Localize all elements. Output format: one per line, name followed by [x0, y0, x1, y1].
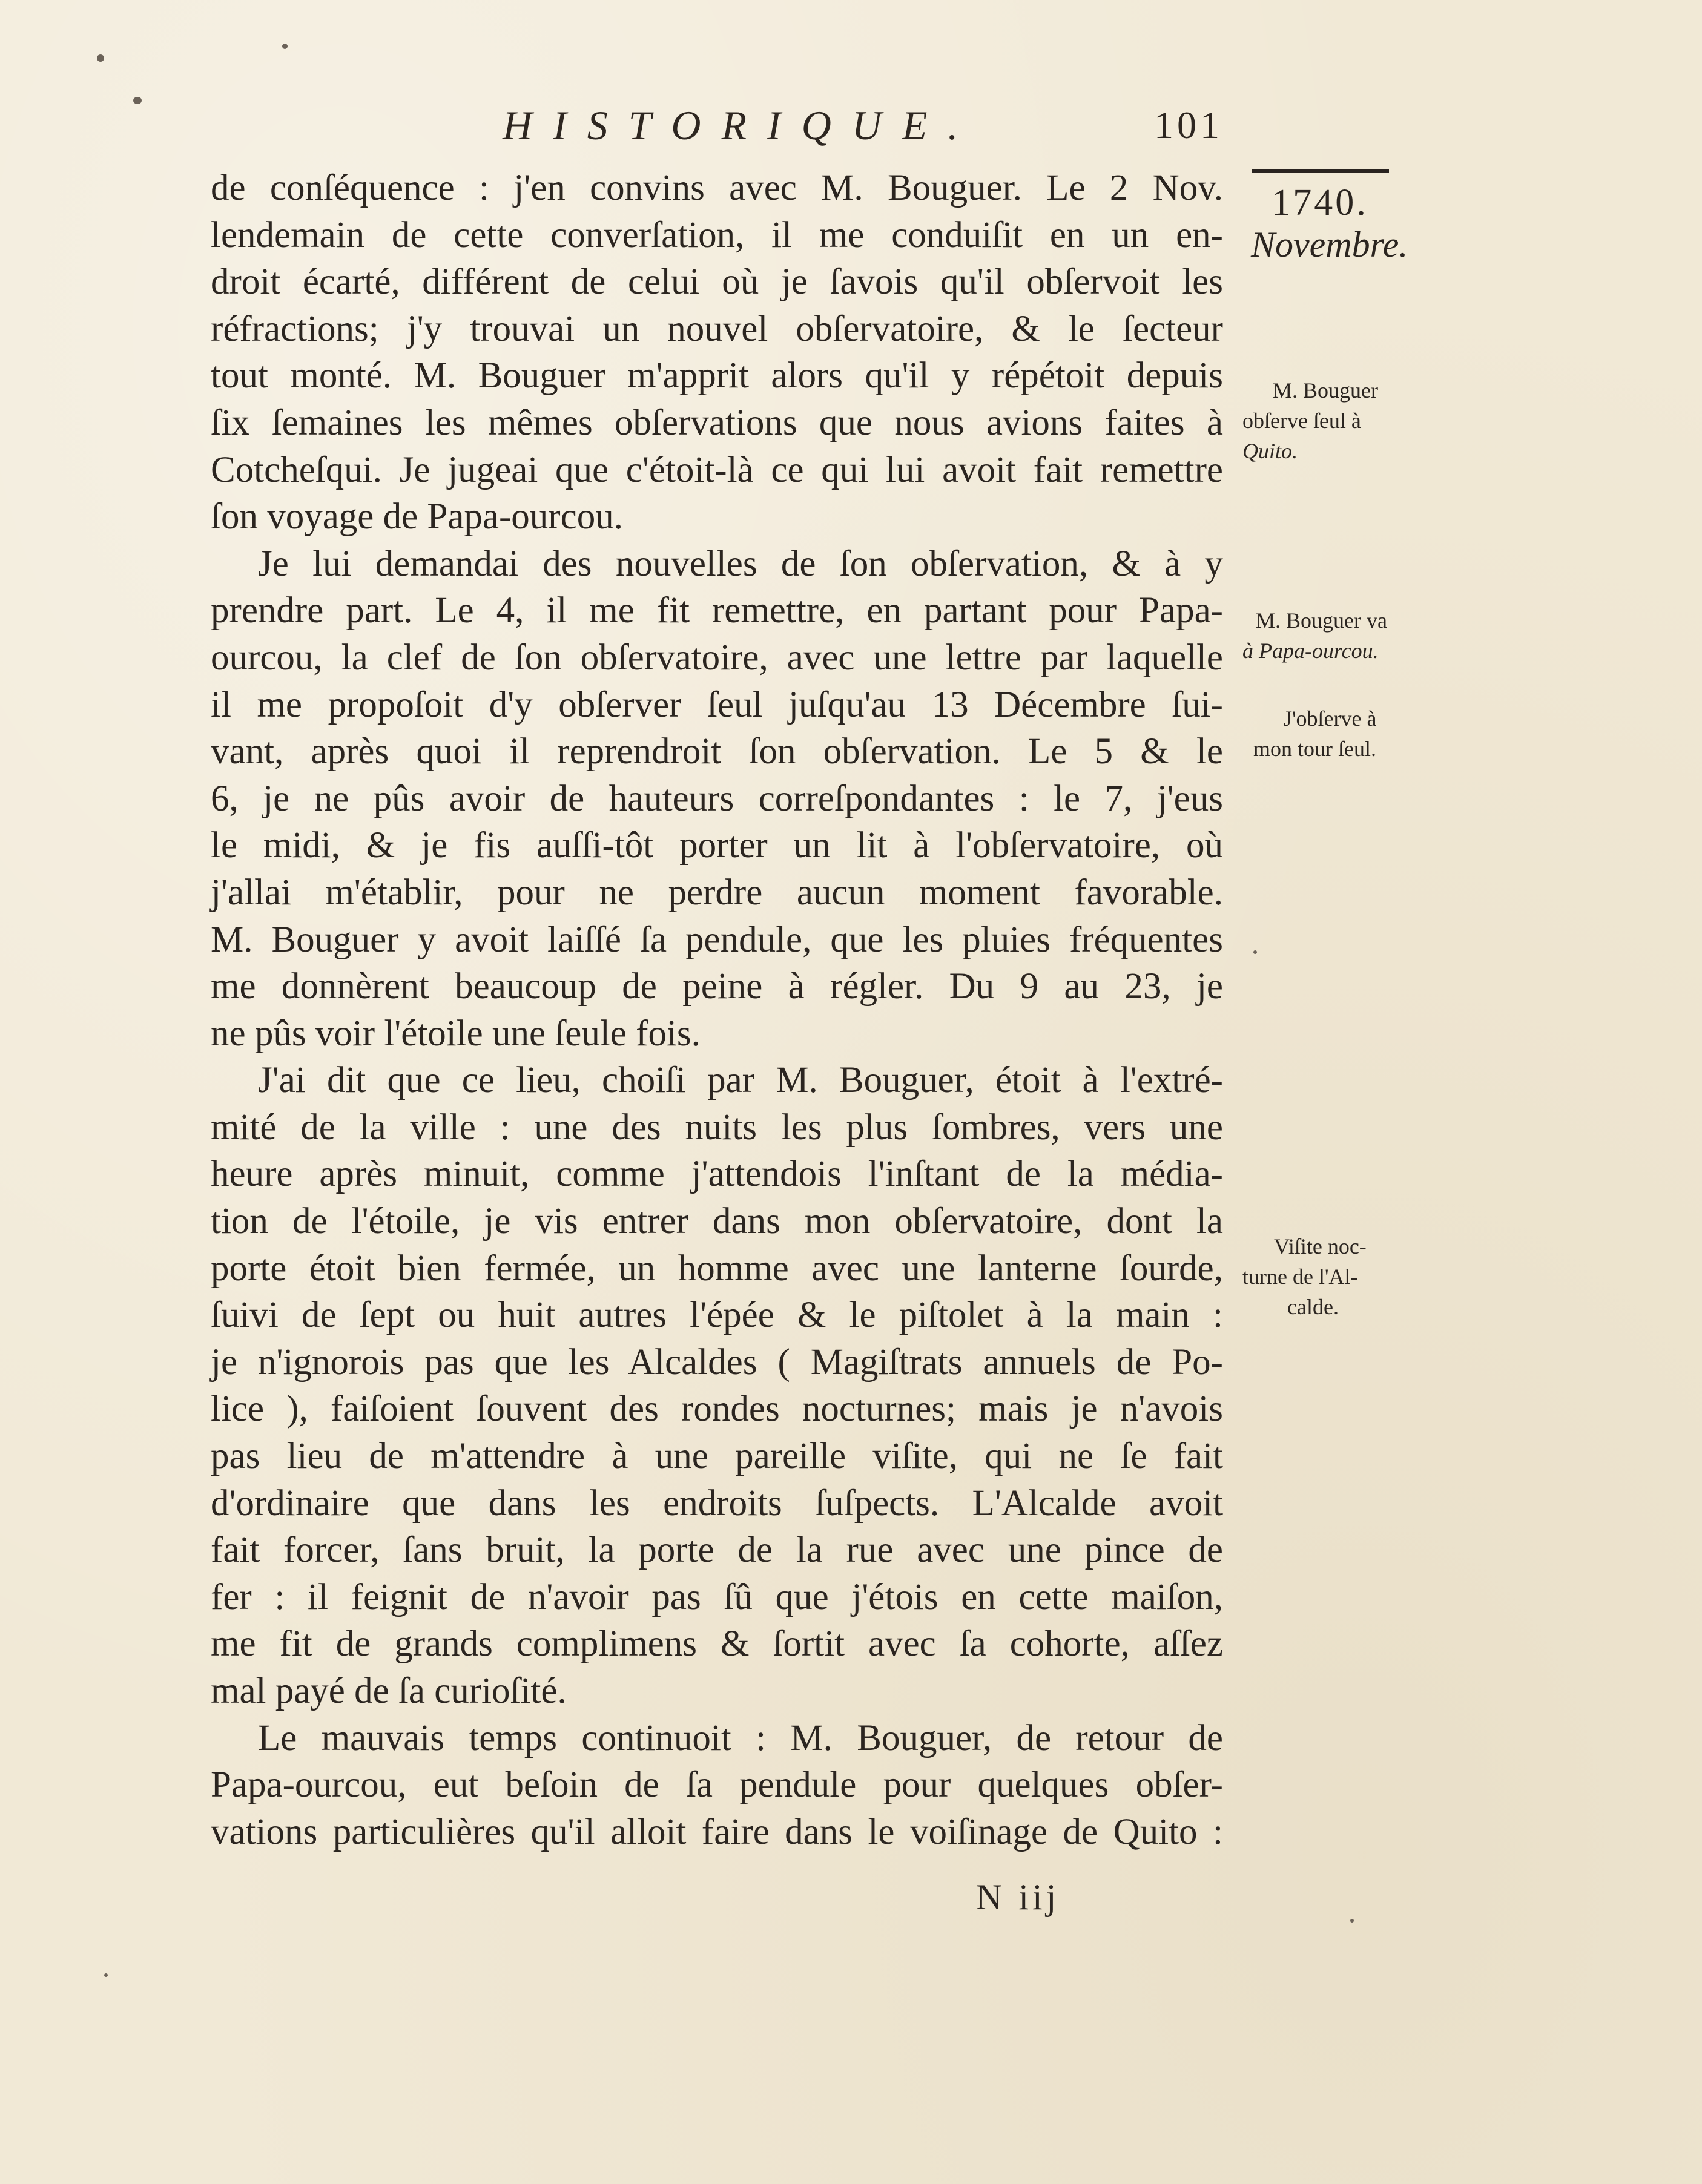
margin-note-line: Quito.: [1242, 439, 1298, 463]
text-line: tion de l'étoile, je vis entrer dans mon obſervatoire, dont la: [211, 1201, 1223, 1242]
text-line: mal payé de ſa curioſité.: [211, 1671, 567, 1711]
text-line: le midi, & je fis auſſi-tôt porter un lit à l'obſervatoire, où: [211, 825, 1223, 866]
text-line: ſix ſemaines les mêmes obſervations que nous avions faites à: [211, 402, 1223, 443]
margin-note-line: obſerve ſeul à: [1242, 409, 1361, 433]
text-line: me donnèrent beaucoup de peine à régler. Du 9 au 23, je: [211, 966, 1223, 1007]
paper-speck: [133, 97, 142, 104]
margin-note-bouguer-leaves: [1242, 605, 1424, 666]
body-text: [211, 165, 1223, 1855]
paper-speck: [1253, 950, 1257, 954]
text-line: M. Bouguer y avoit laiſſé ſa pendule, que les pluies fréquentes: [211, 919, 1223, 960]
text-line: ſuivi de ſept ou huit autres l'épée & le piſtolet à la main :: [211, 1295, 1223, 1336]
text-line: Le mauvais temps continuoit : M. Bouguer, de retour de: [258, 1717, 1223, 1758]
text-line: J'ai dit que ce lieu, choiſi par M. Bouguer, étoit à l'extré-: [258, 1060, 1223, 1101]
margin-note-line: turne de l'Al-: [1242, 1265, 1358, 1289]
margin-year: 1740.: [1272, 182, 1368, 223]
text-line: de conſéquence : j'en convins avec M. Bouguer. Le 2 Nov.: [211, 168, 1223, 208]
text-line: il me propoſoit d'y obſerver ſeul juſqu'au 13 Décembre ſui-: [211, 684, 1223, 725]
text-line: lendemain de cette converſation, il me conduiſit en un en-: [211, 214, 1223, 255]
margin-note-bouguer-observes: [1242, 375, 1424, 466]
text-line: Papa-ourcou, eut beſoin de ſa pendule pour quelques obſer-: [211, 1765, 1223, 1806]
margin-note-line: calde.: [1287, 1295, 1339, 1319]
text-line: mité de la ville : une des nuits les plus ſombres, vers une: [211, 1107, 1223, 1148]
text-line: droit écarté, différent de celui où je ſavois qu'il obſervoit les: [211, 261, 1223, 303]
margin-note-line: Viſite noc-: [1274, 1234, 1367, 1258]
margin-month: Novembre.: [1251, 225, 1408, 265]
text-line: heure après minuit, comme j'attendois l'inſtant de la média-: [211, 1154, 1223, 1195]
text-line: tout monté. M. Bouguer m'apprit alors qu'il y répétoit depuis: [211, 355, 1223, 396]
margin-note-line: mon tour ſeul.: [1253, 737, 1376, 761]
text-line: je n'ignorois pas que les Alcaldes ( Magiſtrats annuels de Po-: [211, 1341, 1223, 1383]
margin-note-line: à Papa-ourcou.: [1242, 639, 1379, 663]
margin-note-line: M. Bouguer: [1273, 378, 1378, 403]
text-line: 6, je ne pûs avoir de hauteurs correſpondantes : le 7, j'eus: [211, 778, 1223, 819]
text-line: vations particulières qu'il alloit faire dans le voiſinage de Quito :: [211, 1811, 1223, 1852]
margin-note-i-observe: [1253, 703, 1435, 764]
text-line: réfractions; j'y trouvai un nouvel obſervatoire, & le ſecteur: [211, 308, 1223, 349]
paper-speck: [97, 54, 104, 62]
running-title: HISTORIQUE.: [503, 102, 979, 148]
text-line: fer : il feignit de n'avoir pas ſû que j'étois en cette maiſon,: [211, 1576, 1223, 1617]
margin-note-night-visit: [1242, 1231, 1424, 1322]
page-header: [503, 102, 1223, 162]
text-line: ſon voyage de Papa-ourcou.: [211, 496, 623, 538]
page-number: 101: [1154, 104, 1223, 146]
text-line: porte étoit bien fermée, un homme avec une lanterne ſourde,: [211, 1248, 1223, 1289]
signature-mark: N iij: [976, 1877, 1060, 1917]
text-line: j'allai m'établir, pour ne perdre aucun moment favorable.: [211, 872, 1223, 913]
text-line: d'ordinaire que dans les endroits ſuſpects. L'Alcalde avoit: [211, 1482, 1223, 1524]
text-line: ne pûs voir l'étoile une ſeule fois.: [211, 1013, 701, 1054]
text-line: ourcou, la clef de ſon obſervatoire, avec une lettre par laquelle: [211, 637, 1223, 678]
text-line: pas lieu de m'attendre à une pareille viſite, qui ne ſe fait: [211, 1436, 1223, 1477]
text-line: Cotcheſqui. Je jugeai que c'étoit-là ce qui lui avoit fait remettre: [211, 449, 1223, 490]
margin-note-line: M. Bouguer va: [1256, 608, 1387, 633]
text-line: prendre part. Le 4, il me fit remettre, en partant pour Papa-: [211, 590, 1223, 631]
margin-note-line: J'obſerve à: [1284, 706, 1377, 731]
paper-speck: [282, 44, 288, 49]
text-line: me fit de grands complimens & ſortit avec ſa cohorte, aſſez: [211, 1623, 1223, 1665]
paper-speck: [1350, 1919, 1354, 1923]
margin-rule: [1252, 169, 1389, 173]
text-line: lice ), faiſoient ſouvent des rondes nocturnes; mais je n'avois: [211, 1389, 1223, 1430]
text-line: fait forcer, ſans bruit, la porte de la rue avec une pince de: [211, 1530, 1223, 1571]
text-line: vant, après quoi il reprendroit ſon obſervation. Le 5 & le: [211, 731, 1223, 772]
paper-speck: [104, 1973, 108, 1977]
text-line: Je lui demandai des nouvelles de ſon obſervation, & à y: [258, 543, 1223, 584]
